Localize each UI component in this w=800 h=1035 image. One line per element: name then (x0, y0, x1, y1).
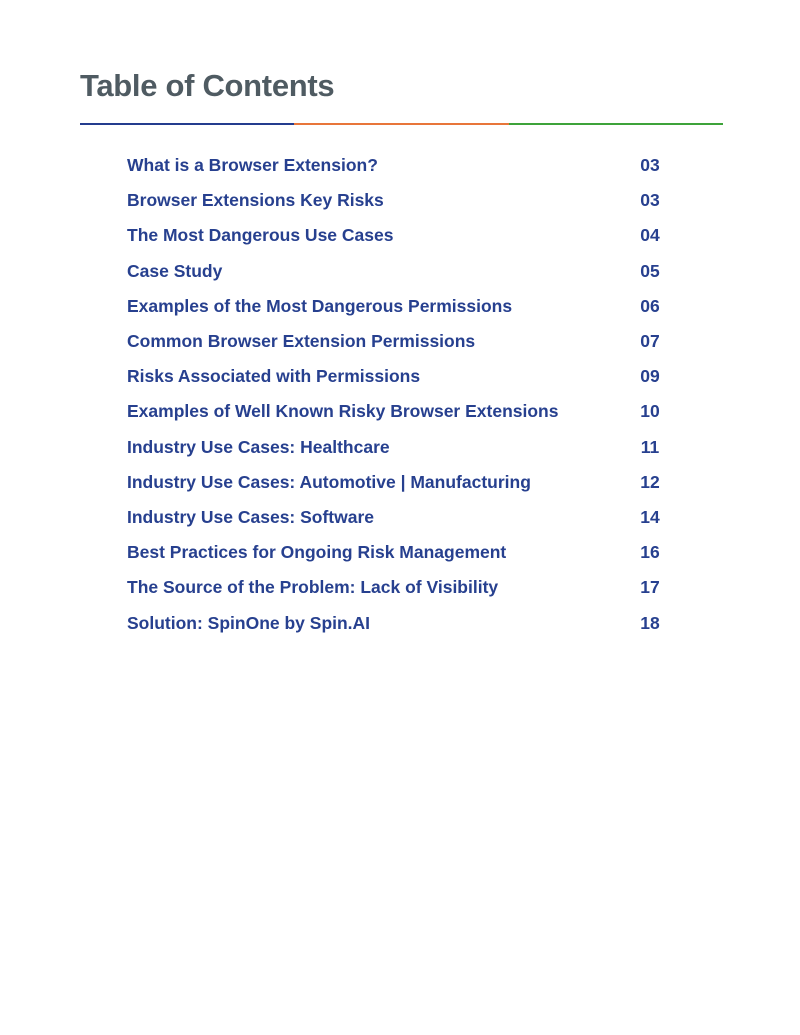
toc-entry-label[interactable]: Solution: SpinOne by Spin.AI (127, 612, 371, 633)
toc-entry[interactable] (127, 254, 672, 289)
toc-entry-label[interactable]: Common Browser Extension Permissions (127, 331, 476, 352)
toc-entry[interactable] (127, 324, 672, 359)
toc-entry[interactable] (127, 430, 672, 465)
toc-entry-label[interactable]: The Source of the Problem: Lack of Visibility (127, 577, 499, 598)
toc-entry-label[interactable]: Examples of Well Known Risky Browser Extensions (127, 401, 559, 422)
toc-entry-page-number[interactable]: 16 (640, 542, 660, 563)
toc-entry-label[interactable]: Risks Associated with Permissions (127, 366, 421, 387)
toc-entry-label[interactable]: Case Study (127, 260, 223, 281)
toc-entry-page-number[interactable]: 05 (640, 260, 660, 281)
toc-entry[interactable] (127, 535, 672, 570)
toc-entry[interactable] (127, 289, 672, 324)
toc-entry-page-number[interactable]: 03 (640, 190, 660, 211)
divider-segment-orange (294, 123, 508, 125)
toc-entry-label[interactable]: Best Practices for Ongoing Risk Management (127, 542, 507, 563)
page-title: Table of Contents (80, 68, 335, 103)
toc-entry[interactable] (127, 183, 672, 218)
toc-entry-label[interactable]: Industry Use Cases: Healthcare (127, 436, 390, 457)
toc-entry-label[interactable]: Examples of the Most Dangerous Permissions (127, 295, 513, 316)
toc-entry[interactable] (127, 394, 672, 429)
toc-entry-page-number[interactable]: 12 (640, 471, 660, 492)
toc-entry-page-number[interactable]: 06 (640, 295, 660, 316)
toc-entry-label[interactable]: Browser Extensions Key Risks (127, 190, 384, 211)
toc-entry[interactable] (127, 570, 672, 605)
toc-entry-page-number[interactable]: 18 (640, 612, 660, 633)
toc-entry-label[interactable]: Industry Use Cases: Software (127, 506, 375, 527)
toc-entry-label[interactable]: Industry Use Cases: Automotive | Manufacturing (127, 471, 531, 492)
toc-entry[interactable] (127, 605, 672, 640)
toc-entry-page-number[interactable]: 11 (640, 436, 660, 457)
toc-entry-page-number[interactable]: 10 (640, 401, 660, 422)
toc-entry[interactable] (127, 218, 672, 253)
divider-segment-blue (80, 123, 294, 125)
title-divider (80, 123, 723, 125)
toc-entry-label[interactable]: What is a Browser Extension? (127, 155, 378, 176)
toc-entry-page-number[interactable]: 03 (640, 155, 660, 176)
toc-list (127, 148, 672, 641)
toc-entry-page-number[interactable]: 14 (640, 506, 660, 527)
toc-entry-page-number[interactable]: 04 (640, 225, 660, 246)
toc-entry-label[interactable]: The Most Dangerous Use Cases (127, 225, 394, 246)
toc-entry[interactable] (127, 148, 672, 183)
toc-entry[interactable] (127, 359, 672, 394)
toc-entry[interactable] (127, 465, 672, 500)
divider-segment-green (509, 123, 723, 125)
toc-entry-page-number[interactable]: 17 (640, 577, 660, 598)
toc-entry-page-number[interactable]: 09 (640, 366, 660, 387)
toc-entry-page-number[interactable]: 07 (640, 331, 660, 352)
toc-entry[interactable] (127, 500, 672, 535)
